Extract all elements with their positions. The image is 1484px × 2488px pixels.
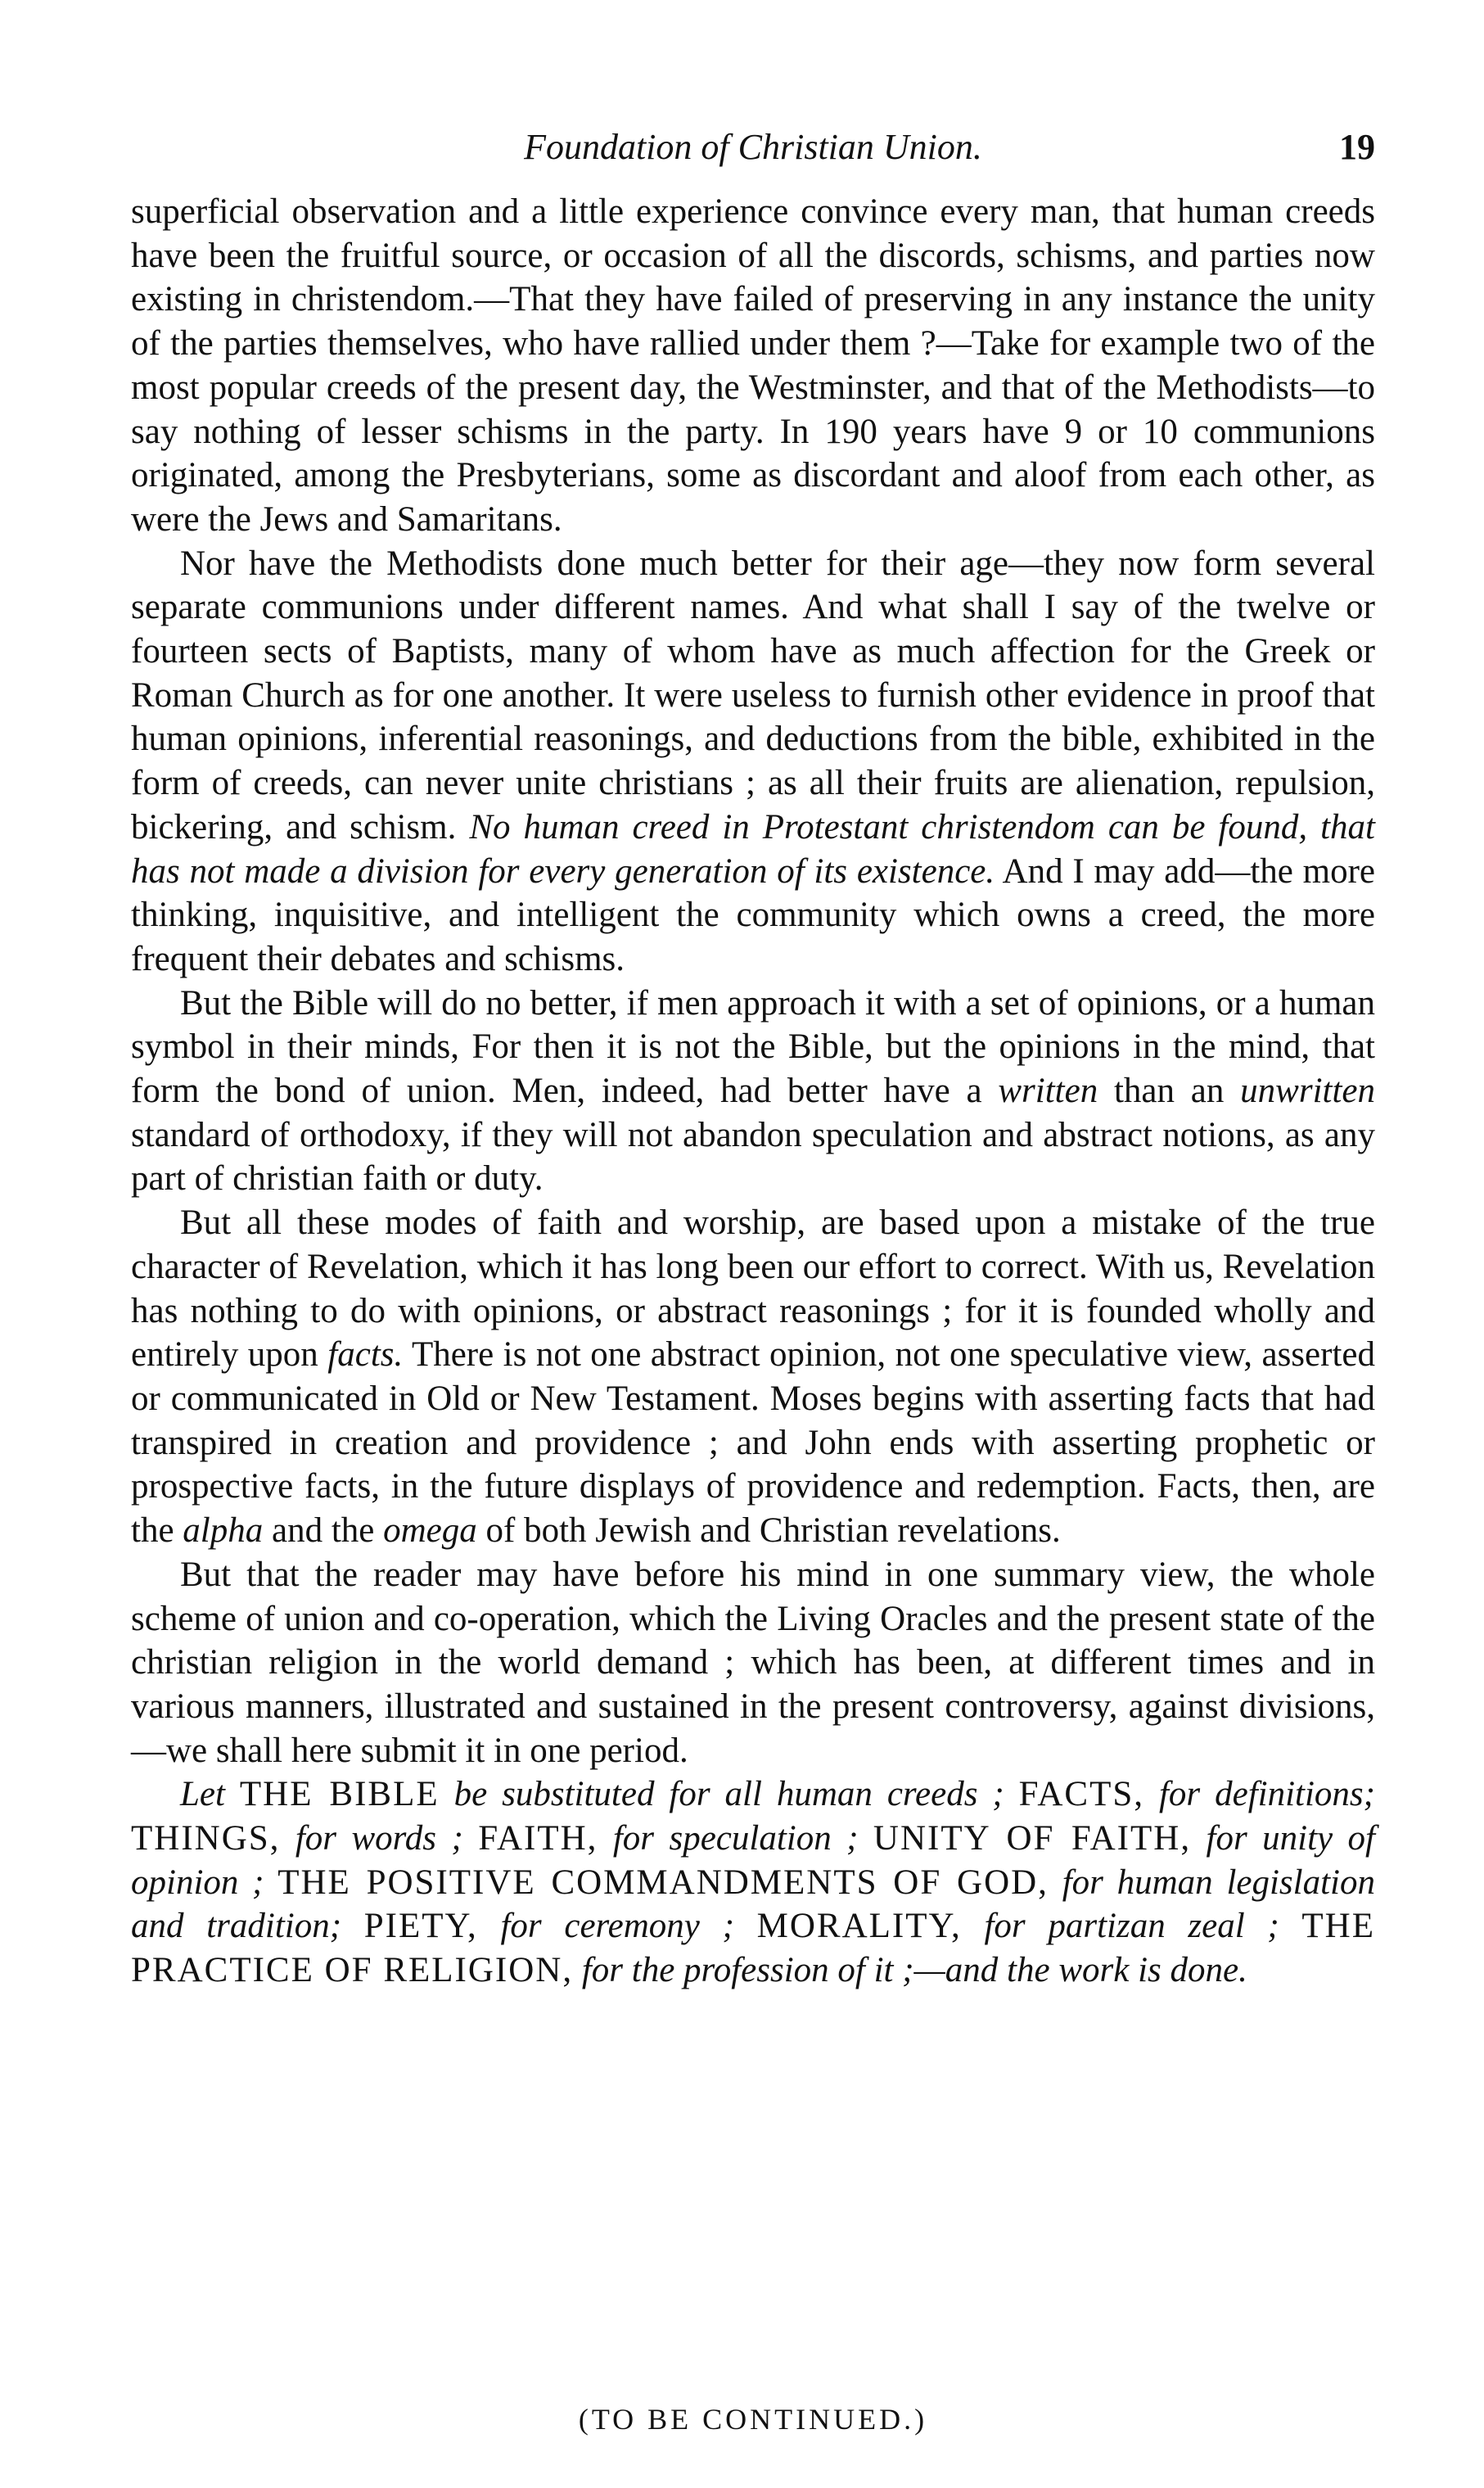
- paragraph-4-text-g: of both Jewish and Christian revelations.: [476, 1511, 1061, 1551]
- p6-text-10: for the profession of it ;—and the work is done.: [573, 1951, 1247, 1990]
- paragraph-4-omega: omega: [383, 1511, 477, 1551]
- paragraph-4: [131, 1201, 1375, 1553]
- p6-key-faith: FAITH,: [478, 1819, 598, 1858]
- page-header: [131, 123, 1375, 180]
- page-number: 19: [1339, 127, 1375, 167]
- paragraph-3-written: written: [998, 1072, 1098, 1111]
- p6-text-3: for definitions;: [1144, 1775, 1375, 1814]
- paragraph-4-text-a: But all these modes of faith and worship, are based upon a mistake of the true character of Revelation, which it has long been our effort to correct. With us, Revelation has nothing to do with opinions, or abstract reasonings ; for it is founded wholly and entirely upon: [131, 1203, 1375, 1375]
- p6-key-facts: FACTS,: [1018, 1775, 1145, 1814]
- paragraph-3-unwritten: unwritten: [1240, 1072, 1375, 1111]
- p6-key-commandments: THE POSITIVE COMMANDMENTS OF GOD,: [277, 1863, 1049, 1902]
- p6-text-9: for partizan zeal ;: [961, 1907, 1302, 1946]
- paragraph-2-text-c: And I may add—the more thinking, inquisitive, and intelligent the community which owns a creed, the more frequent their debates and schisms.: [131, 851, 1375, 978]
- p6-text-6: for unity of opinion ;: [131, 1819, 1375, 1902]
- paragraph-3-text-a: But the Bible will do no better, if men approach it with a set of opinions, or a human symbol in their minds, For then it is not the Bible, but the opinions in the mind, that form the bond of union. Men, indeed, had better have a: [131, 983, 1375, 1111]
- p6-text-1: Let: [180, 1775, 240, 1814]
- paragraph-2-text-a: Nor have the Methodists done much better for their age—they now form several separate communions under different names. And what shall I say of the twelve or fourteen sects of Baptists, many of whom have as much affection for the Greek or Roman Church as for one another. It were useless to furnish other evidence in proof that human opinions, inferential reasonings, and deductions from the bible, exhibited in the form of creeds, can never unite christians ; as all their fruits are alienation, repulsion, bickering, and schism.: [131, 544, 1375, 847]
- paragraph-4-text-c: There is not one abstract opinion, not one speculative view, asserted or communicated in Old or New Testament. Moses begins with asserting facts that had transpired in creation and providence ; and John ends with asserting prophetic or prospective facts, in the future displays of providence and redemption. Facts, then, are the: [131, 1335, 1375, 1551]
- p6-key-unity: UNITY OF FAITH,: [873, 1819, 1192, 1858]
- paragraph-3-text-e: standard of orthodoxy, if they will not abandon speculation and abstract notions, as any part of christian faith or duty.: [131, 1115, 1375, 1199]
- p6-key-piety: PIETY,: [363, 1907, 478, 1946]
- paragraph-2-emphasis: No human creed in Protestant christendom can be found, that has not made a division for every generation of its existence.: [131, 807, 1375, 891]
- p6-text-8: for ceremony ;: [477, 1907, 757, 1946]
- paragraph-3-text-c: than an: [1098, 1072, 1241, 1111]
- body-text: [131, 190, 1375, 1993]
- paragraph-4-facts: facts.: [327, 1335, 404, 1375]
- p6-text-2: be substituted for all human creeds ;: [439, 1775, 1019, 1814]
- paragraph-1: superficial observation and a little experience convince every man, that human creeds have been the fruitful source, or occasion of all the discords, schisms, and parties now existing in christendom.—That they have failed of preserving in any instance the unity of the parties themselves, who have rallied under them ?—Take for example two of the most popular creeds of the present day, the Westminster, and that of the Methodists—to say nothing of lesser schisms in the party. In 190 years have 9 or 10 communions originated, among the Presbyterians, some as discordant and aloof from each other, as were the Jews and Samaritans.: [131, 192, 1375, 539]
- to-be-continued: (TO BE CONTINUED.): [578, 2403, 928, 2436]
- running-title: Foundation of Christian Union.: [524, 127, 982, 167]
- p6-key-things: THINGS,: [131, 1819, 281, 1858]
- p6-key-morality: MORALITY,: [756, 1907, 962, 1946]
- p6-key-bible: THE BIBLE: [239, 1775, 440, 1814]
- paragraph-3: [131, 982, 1375, 1202]
- p6-text-5: for speculation ;: [598, 1819, 873, 1858]
- paragraph-4-text-e: and the: [263, 1511, 384, 1551]
- paragraph-4-alpha: alpha: [183, 1511, 264, 1551]
- p6-text-4: for words ;: [280, 1819, 479, 1858]
- p6-key-practice: THE PRACTICE OF RELIGION,: [131, 1907, 1375, 1990]
- paragraph-6: [131, 1772, 1375, 1993]
- paragraph-2: [131, 542, 1375, 982]
- paragraph-5: But that the reader may have before his mind in one summary view, the whole scheme of union and co-operation, which the Living Oracles and the present state of the christian religion in the world demand ; which has been, at different times and in various manners, illustrated and sustained in the present controversy, against divisions,—we shall here submit it in one period.: [131, 1555, 1375, 1770]
- p6-text-7: for human legislation and tradition;: [131, 1863, 1375, 1946]
